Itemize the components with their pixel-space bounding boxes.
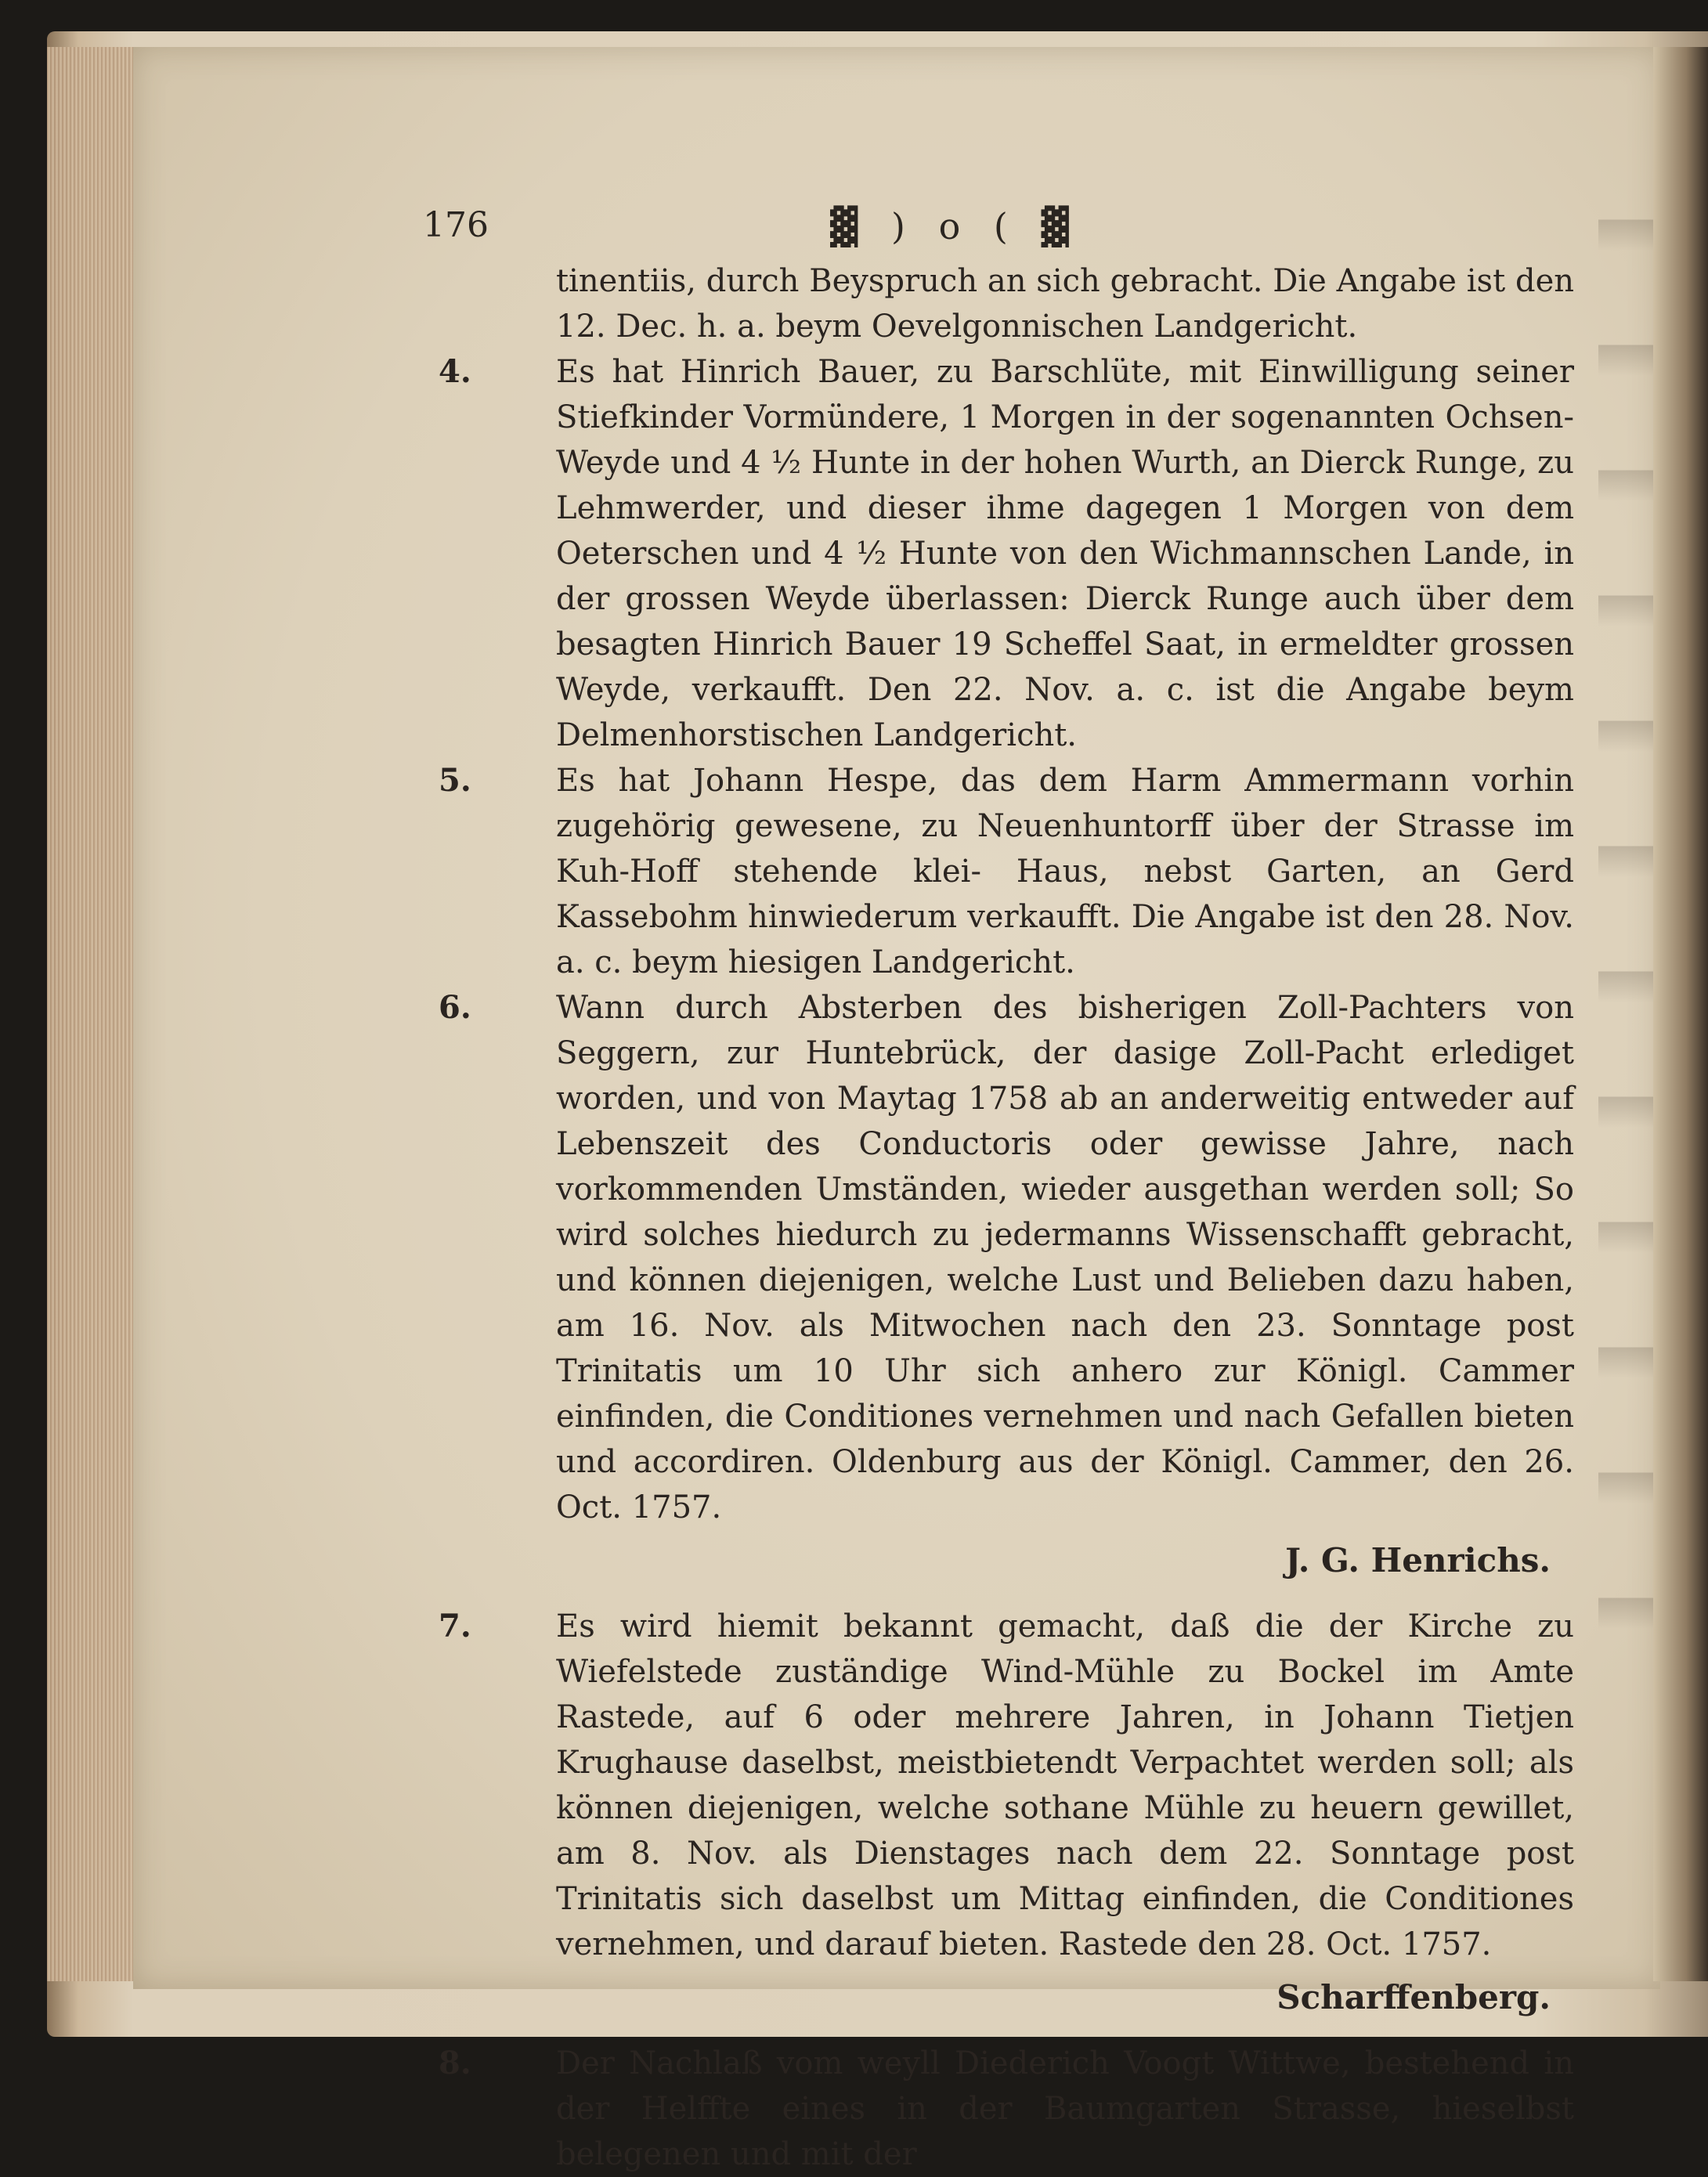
paragraph-text: tinentiis, durch Beyspruch an sich gebracht. Die Angabe ist den 12. Dec. h. a. beym Oevelgonnischen Landgericht. [556, 263, 1574, 345]
paragraph-text: Es hat Hinrich Bauer, zu Barschlüte, mit Einwilligung seiner Stiefkinder Vormündere, 1 Morgen in der sogenannten Ochsen-Weyde und 4 ½ Hunte in der hohen Wurth, an Dierck Runge, zu Lehmwerder, und dieser ihme dagegen 1 Morgen von dem Oeterschen und 4 ½ Hunte von den Wichmannschen Lande, in der grossen Weyde überlassen: Dierck Runge auch über dem besagten Hinrich Bauer 19 Scheffel Saat, in ermeldter grossen Weyde, verkaufft. Den 22. Nov. a. c. ist die Angabe beym Delmenhorstischen Landgericht. [556, 354, 1574, 753]
paragraph-6 [439, 985, 1574, 1530]
paragraph-5 [439, 758, 1574, 985]
page-text [439, 258, 1574, 2177]
paragraph-number: 6. [439, 989, 471, 1026]
paragraph-4 [439, 349, 1574, 758]
paragraph-7 [439, 1604, 1574, 1967]
paragraph-number: 8. [439, 2045, 471, 2081]
page-header [423, 205, 1598, 260]
signature-scharffenberg: Scharffenberg. [1276, 1978, 1551, 2016]
paragraph-text: Der Nachlaß vom weyll Diederich Voogt Wittwe, bestehend in der Helffte eines in der Baumgarten Strasse, hieselbst belegenen und mit der [556, 2045, 1574, 2172]
header-ornament: ▓ ) o ( ▓ [830, 205, 1080, 247]
page-number: 176 [423, 205, 489, 245]
page-edges [47, 47, 133, 1981]
paragraph-number: 5. [439, 762, 471, 799]
paragraph-number: 4. [439, 353, 471, 390]
paragraph-continuation [439, 258, 1574, 349]
paragraph-text: Wann durch Absterben des bisherigen Zoll-Pachters von Seggern, zur Huntebrück, der dasige Zoll-Pacht erlediget worden, und von Maytag 1758 ab an anderweitig entweder auf Lebenszeit des Conductoris oder gewisse Jahre, nach vorkommenden Umständen, wieder ausgethan werden soll; So wird solches hiedurch zu jedermanns Wissenschafft gebracht, und können diejenigen, welche Lust und Belieben dazu haben, am 16. Nov. als Mitwochen nach den 23. Sonntage post Trinitatis um 10 Uhr sich anhero zur Königl. Cammer einfinden, die Conditiones vernehmen und nach Gefallen bieten und accordiren. Oldenburg aus der Königl. Cammer, den 26. Oct. 1757. [556, 990, 1574, 1525]
bleed-through-marks [1598, 125, 1653, 1691]
paragraph-8 [439, 2041, 1574, 2177]
signature-henrichs: J. G. Henrichs. [1285, 1541, 1551, 1579]
paragraph-number: 7. [439, 1608, 471, 1644]
paragraph-text: Es hat Johann Hespe, das dem Harm Ammermann vorhin zugehörig gewesene, zu Neuenhuntorff über der Strasse im Kuh-Hoff stehende klei- Haus, nebst Garten, an Gerd Kassebohm hinwiederum verkaufft. Die Angabe ist den 28. Nov. a. c. beym hiesigen Landgericht. [556, 763, 1574, 980]
book-gutter [1653, 47, 1708, 1981]
paragraph-text: Es wird hiemit bekannt gemacht, daß die der Kirche zu Wiefelstede zuständige Wind-Mühle zu Bockel im Amte Rastede, auf 6 oder mehrere Jahren, in Johann Tietjen Krughause daselbst, meistbietendt Verpachtet werden soll; als können diejenigen, welche sothane Mühle zu heuern gewillet, am 8. Nov. als Dienstages nach dem 22. Sonntage post Trinitatis sich daselbst um Mittag einfinden, die Conditiones vernehmen, und darauf bieten. Rastede den 28. Oct. 1757. [556, 1608, 1574, 1962]
